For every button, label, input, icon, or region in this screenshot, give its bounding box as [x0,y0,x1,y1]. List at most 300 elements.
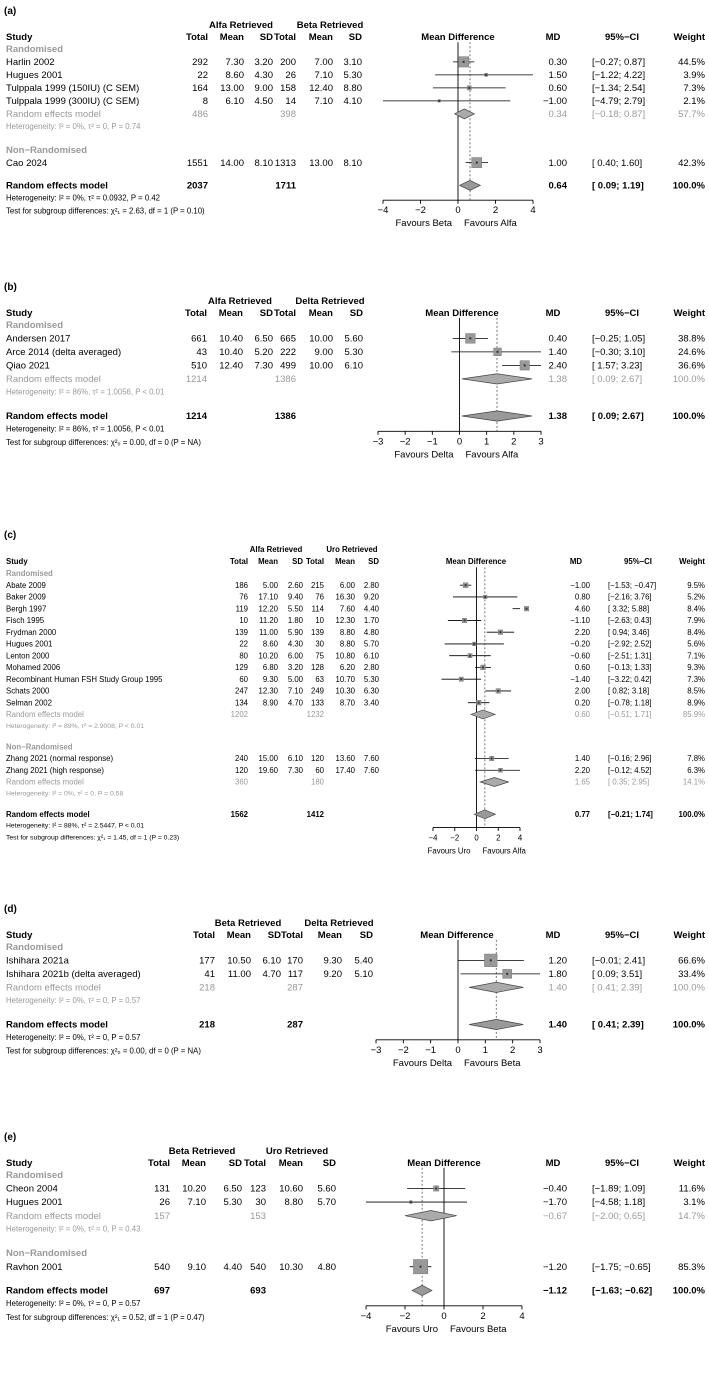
ci-value: [ 0.35; 2.95] [608,777,650,787]
study-name: Qiao 2021 [6,360,50,372]
cell-sd-2: 2.80 [363,580,379,590]
md-value: 1.20 [548,955,567,967]
cell-sd-2: 5.10 [354,969,373,980]
panel-label: (b) [4,282,17,293]
weight-value: 5.2% [687,592,705,602]
weight-value: 38.8% [678,333,705,345]
cell-total-2: 287 [287,982,303,994]
model-label: Random effects model [6,710,84,719]
md-value: −0.67 [542,1210,567,1222]
ci-column-header: 95%−CI [604,930,640,941]
cell-total-1: 80 [239,651,248,661]
cell-total-1: 129 [234,663,248,672]
cell-mean-1: 10.20 [182,1183,206,1195]
cell-total-1: 661 [191,333,207,345]
md-value: −1.00 [570,580,590,590]
cell-total-1: 540 [154,1261,170,1273]
cell-sd-2: 5.60 [344,333,363,345]
study-column-header: Study [6,557,28,566]
x-axis-tick-label: 2 [492,205,499,217]
study-name: Cheon 2004 [6,1183,58,1195]
x-axis-tick-label: 2 [496,833,501,843]
sub-header-sd2: SD [322,1158,336,1169]
x-axis-tick-label: 4 [517,833,523,843]
cell-mean-1: 10.40 [219,347,243,358]
ci-value: [−2.51; 1.31] [608,651,652,661]
cell-total-1: 164 [192,83,208,94]
md-value: 1.40 [574,754,590,764]
cell-sd-1: 6.50 [254,333,273,345]
overall-effect-diamond [474,810,495,819]
overall-note: Heterogeneity: I² = 0%, τ² = 0.0932, P = 0.42 [6,193,160,203]
x-axis-tick-label: −3 [370,1044,382,1056]
study-column-header: Study [6,1158,33,1169]
cell-total-1: 218 [199,982,215,994]
favours-right-label: Favours Alfa [465,449,519,461]
cell-total-1: 2037 [186,180,208,192]
study-column-header: Study [6,930,33,941]
cell-sd-2: 4.10 [343,96,362,107]
overall-note: Test for subgroup differences: χ²₁ = 0.52, df = 1 (P = 0.47) [6,1312,205,1322]
ci-value: [ 0.40; 1.60] [592,157,643,169]
md-value: 2.00 [574,686,590,696]
ci-column-header: 95%−CI [604,308,640,319]
cell-total-2: 499 [280,360,296,372]
cell-mean-2: 13.60 [335,754,355,764]
weight-value: 57.7% [678,109,705,120]
cell-sd-1: 4.30 [287,639,303,649]
sub-header-m2: Mean [335,557,355,566]
cell-total-2: 60 [315,765,324,775]
overall-effect-diamond [462,411,532,421]
cell-mean-1: 14.00 [220,157,244,169]
group1-header: Alfa Retrieved [209,20,273,31]
weight-value: 100.0% [672,411,705,423]
overall-effect-diamond [469,1019,523,1029]
cell-mean-1: 11.00 [227,969,251,980]
cell-total-2: 133 [310,698,324,708]
md-value: −1.10 [570,616,590,625]
cell-sd-2: 6.30 [363,686,379,696]
cell-sd-1: 5.50 [287,604,303,614]
study-name: Selman 2002 [6,698,52,708]
weight-value: 24.6% [678,347,705,358]
subgroup-label: Non−Randomised [6,742,73,752]
subgroup-label: Non−Randomised [6,1248,88,1260]
study-effect-point [420,1266,422,1268]
cell-total-1: 1214 [185,374,207,385]
sub-header-m1: Mean [219,32,244,43]
ci-value: [−0.30; 3.10] [592,347,646,358]
cell-total-2: 180 [310,777,324,787]
cell-sd-1: 6.00 [287,651,303,661]
ci-column-header: 95%−CI [624,557,652,566]
cell-total-1: 218 [199,1019,215,1031]
favours-right-label: Favours Beta [450,1323,507,1335]
subgroup-effect-diamond [469,982,523,992]
md-value: 1.40 [548,347,567,358]
cell-total-2: 1232 [306,710,324,719]
cell-mean-2: 6.20 [339,663,355,672]
ci-value: [−0.78; 1.18] [608,698,652,708]
cell-sd-1: 7.10 [287,686,303,696]
ci-value: [ 0.09; 2.67] [592,374,643,385]
cell-total-1: 8 [202,96,208,107]
sub-header-n1: Total [186,32,208,43]
cell-mean-2: 13.00 [309,157,333,169]
panel-label: (a) [4,6,17,17]
cell-mean-1: 9.30 [262,674,278,684]
study-effect-point [469,337,471,339]
favours-left-label: Favours Delta [394,449,454,461]
cell-mean-1: 8.60 [225,70,244,81]
cell-mean-1: 7.30 [225,57,244,68]
cell-mean-2: 6.00 [339,580,355,590]
cell-mean-1: 11.00 [259,627,278,637]
cell-sd-2: 5.60 [317,1183,336,1195]
x-axis-tick-label: −2 [415,205,426,217]
cell-total-1: 1562 [230,809,248,819]
sub-header-sd2: SD [368,557,379,566]
md-value: 0.77 [574,809,590,819]
md-column-header: MD [545,308,561,319]
weight-value: 100.0% [672,1285,705,1297]
favours-right-label: Favours Alfa [464,218,517,230]
group2-header: Uro Retrieved [326,545,378,554]
weight-value: 3.9% [683,70,705,81]
favours-right-label: Favours Alfa [482,846,526,856]
weight-value: 100.0% [678,809,705,819]
cell-sd-1: 9.40 [287,592,303,602]
weight-column-header: Weight [673,32,705,43]
cell-mean-2: 7.10 [314,70,333,81]
weight-value: 9.3% [687,663,705,672]
md-value: −0.40 [542,1183,567,1195]
model-label: Random effects model [6,982,101,994]
weight-value: 5.6% [687,639,705,649]
study-name: Recombinant Human FSH Study Group 1995 [6,674,163,684]
cell-total-2: 26 [285,70,296,81]
favours-left-label: Favours Beta [395,218,452,230]
cell-mean-1: 9.10 [187,1261,206,1273]
ci-value: [ 0.41; 2.39] [592,982,643,994]
group1-header: Beta Retrieved [168,1146,236,1157]
cell-sd-1: 5.20 [254,347,273,358]
model-label: Random effects model [6,809,90,819]
cell-total-2: 120 [310,754,324,764]
study-effect-point [524,364,526,366]
x-axis-tick-label: −1 [425,1044,437,1056]
study-effect-point [491,757,493,759]
weight-value: 100.0% [672,374,705,385]
cell-total-1: 131 [154,1183,170,1195]
group1-header: Beta Retrieved [214,918,282,929]
x-axis-tick-label: −2 [397,1044,409,1056]
model-label: Random effects model [6,374,101,385]
cell-sd-2: 5.30 [363,674,379,684]
x-axis-tick-label: 2 [480,1310,486,1322]
cell-mean-1: 8.90 [262,698,278,708]
cell-total-1: 76 [239,592,248,602]
ci-value: [−1.63; −0.62] [592,1285,653,1297]
x-axis-tick-label: 0 [455,1044,461,1056]
md-value: 1.40 [548,1019,567,1031]
md-value: 0.80 [574,592,590,602]
cell-mean-1: 10.20 [258,651,278,661]
study-effect-point [526,608,528,610]
cell-mean-2: 10.00 [309,333,333,345]
overall-note: Heterogeneity: I² = 0%, τ² = 0, P = 0.57 [6,1033,141,1043]
cell-sd-1: 6.10 [262,955,281,967]
cell-sd-1: 3.20 [287,663,303,672]
model-label: Random effects model [6,411,108,423]
study-effect-point [469,655,471,657]
cell-total-1: 26 [159,1197,170,1209]
md-value: −1.00 [542,96,567,107]
plot-title: Mean Difference [407,1158,481,1169]
cell-mean-2: 17.40 [335,765,355,775]
study-name: Zhang 2021 (normal response) [6,754,114,764]
model-label: Random effects model [6,109,101,120]
cell-sd-2: 6.10 [344,360,363,372]
ci-column-header: 95%−CI [604,32,640,43]
study-effect-point [468,87,470,89]
study-name: Ravhon 2001 [6,1261,63,1273]
md-value: 0.64 [548,180,567,192]
cell-sd-1: 6.10 [287,754,303,764]
cell-sd-1: 4.40 [223,1261,242,1273]
study-name: Ishihara 2021a [6,955,69,967]
x-axis-tick-label: 2 [511,436,517,448]
x-axis-tick-label: 1 [484,436,490,448]
study-effect-point [497,351,499,353]
study-effect-point [484,596,486,598]
cell-total-1: 177 [199,955,215,967]
md-value: 2.20 [574,765,590,775]
cell-sd-2: 8.10 [343,157,362,169]
cell-total-2: 200 [280,57,296,68]
cell-mean-1: 11.20 [259,616,278,625]
weight-value: 7.1% [687,651,705,661]
sub-header-n2: Total [274,32,296,43]
ci-value: [−0.25; 1.05] [592,333,646,345]
cell-total-2: 215 [310,580,324,590]
cell-sd-1: 7.30 [254,360,273,372]
cell-total-2: 76 [315,592,324,602]
model-label: Random effects model [6,777,84,787]
md-value: 1.80 [548,969,567,980]
heterogeneity-text: Heterogeneity: I² = 0%, τ² = 0, P = 0.43 [6,1224,141,1234]
x-axis-tick-label: −4 [360,1310,372,1322]
subgroup-effect-diamond [471,710,495,719]
cell-total-1: 43 [196,347,207,358]
weight-value: 100.0% [672,1019,705,1031]
x-axis-tick-label: −3 [372,436,384,448]
sub-header-sd1: SD [259,32,273,43]
x-axis-tick-label: −2 [450,833,460,843]
cell-mean-2: 10.80 [335,651,355,661]
overall-effect-diamond [412,1285,432,1295]
cell-total-2: 10 [315,616,324,625]
md-value: 0.20 [574,698,590,708]
cell-total-2: 14 [285,96,296,107]
cell-mean-2: 8.80 [339,627,355,637]
cell-mean-1: 13.00 [220,83,244,94]
cell-total-2: 170 [287,955,303,967]
cell-mean-1: 12.40 [219,360,243,372]
cell-sd-2: 7.60 [363,754,379,764]
forest-panel-a [4,6,706,229]
cell-sd-1: 3.20 [254,57,273,68]
ci-value: [−2.92; 2.52] [608,639,652,649]
x-axis-tick-label: 3 [538,436,544,448]
weight-value: 100.0% [672,180,705,192]
md-value: −0.60 [570,651,590,661]
ci-value: [ 1.57; 3.23] [592,360,643,372]
ci-value: [−4.79; 2.79] [592,96,646,107]
cell-mean-1: 15.00 [258,754,278,764]
cell-mean-1: 17.10 [258,592,278,602]
md-value: −1.40 [570,674,590,684]
ci-value: [−0.18; 0.87] [592,109,646,120]
md-value: 1.40 [548,982,567,994]
study-name: Ishihara 2021b (delta averaged) [6,969,141,980]
cell-total-1: 157 [154,1210,170,1222]
cell-total-2: 1313 [274,157,296,169]
weight-value: 8.9% [687,698,705,708]
study-effect-point [435,1187,437,1189]
x-axis-tick-label: −1 [426,436,438,448]
sub-header-n1: Total [148,1158,170,1169]
group2-header: Uro Retrieved [265,1146,329,1157]
cell-total-1: 292 [192,57,208,68]
weight-value: 8.4% [687,604,705,614]
ci-value: [ 3.32; 5.88] [608,604,650,614]
ci-value: [−1.22; 4.22] [592,70,646,81]
subgroup-label: Non−Randomised [6,144,88,156]
weight-value: 8.4% [687,627,705,637]
cell-total-1: 60 [239,674,248,684]
weight-value: 14.1% [682,777,705,787]
weight-column-header: Weight [673,930,705,941]
cell-sd-2: 5.70 [317,1197,336,1209]
cell-total-1: 119 [235,604,248,614]
sub-header-m2: Mean [308,32,333,43]
sub-header-sd2: SD [348,32,362,43]
cell-mean-1: 12.30 [258,686,278,696]
study-effect-point [460,678,462,680]
cell-sd-1: 7.30 [287,765,303,775]
cell-total-1: 134 [234,698,248,708]
cell-mean-2: 10.30 [279,1261,303,1273]
cell-sd-1: 4.50 [254,96,273,107]
study-name: Zhang 2021 (high response) [6,765,104,775]
cell-sd-1: 4.70 [287,698,303,708]
study-name: Schats 2000 [6,686,50,696]
overall-note: Test for subgroup differences: χ²₁ = 2.63, df = 1 (P = 0.10) [6,206,205,216]
study-name: Mohamed 2006 [6,663,61,672]
md-value: −0.20 [570,639,590,649]
weight-value: 3.1% [683,1197,705,1209]
md-value: 1.00 [548,157,567,169]
md-value: 0.40 [548,333,567,345]
cell-total-2: 123 [250,1183,266,1195]
cell-total-2: 222 [280,347,296,358]
cell-total-2: 30 [255,1197,266,1209]
cell-total-2: 117 [287,969,303,980]
md-column-header: MD [545,930,561,941]
study-name: Baker 2009 [6,592,46,602]
md-column-header: MD [569,557,583,566]
cell-total-2: 540 [250,1261,266,1273]
cell-total-2: 114 [311,604,324,614]
cell-mean-1: 6.10 [225,96,244,107]
study-name: Fisch 1995 [6,616,45,625]
study-column-header: Study [6,32,33,43]
study-effect-point [506,973,508,975]
cell-mean-1: 12.20 [258,604,278,614]
subgroup-effect-diamond [462,374,532,384]
cell-total-2: 1386 [274,411,296,423]
md-value: 2.20 [574,627,590,637]
ci-value: [ 0.41; 2.39] [592,1019,644,1031]
model-label: Random effects model [6,1285,108,1297]
cell-total-1: 486 [192,109,208,120]
sub-header-m1: Mean [218,308,243,319]
md-value: 0.30 [548,57,567,68]
study-effect-point [473,643,475,645]
cell-total-1: 697 [154,1285,170,1297]
sub-header-n1: Total [193,930,215,941]
plot-title: Mean Difference [420,930,494,941]
heterogeneity-text: Heterogeneity: I² = 89%, τ² = 2.9008, P < 0.01 [6,722,145,730]
cell-total-2: 75 [315,651,324,661]
study-effect-point [485,74,487,76]
ci-value: [−0.51; 1.71] [608,710,652,719]
cell-total-1: 22 [239,639,248,649]
md-column-header: MD [545,1158,561,1169]
sub-header-m1: Mean [226,930,251,941]
cell-sd-2: 6.10 [363,651,379,661]
weight-value: 14.7% [678,1210,705,1222]
study-effect-point [438,100,440,102]
cell-sd-1: 5.30 [223,1197,242,1209]
cell-sd-1: 5.90 [287,627,303,637]
weight-value: 85.9% [682,710,705,719]
heterogeneity-text: Heterogeneity: I² = 86%, τ² = 1.0056, P < 0.01 [6,387,165,397]
md-value: −1.12 [542,1285,567,1297]
forest-panel-d [4,904,706,1069]
ci-value: [−0.27; 0.87] [592,57,646,68]
ci-value: [ 0.09; 2.67] [592,411,644,423]
md-value: 1.50 [548,70,567,81]
study-effect-point [490,959,492,961]
cell-mean-1: 10.50 [227,955,251,967]
cell-mean-2: 8.80 [339,639,355,649]
ci-value: [−1.75; −0.65] [592,1261,651,1273]
sub-header-sd1: SD [292,557,303,566]
cell-sd-2: 9.20 [363,592,379,602]
cell-mean-1: 6.80 [262,663,278,672]
study-name: Harlin 2002 [6,57,55,68]
cell-total-2: 63 [315,674,324,684]
cell-total-1: 186 [234,580,248,590]
weight-value: 9.5% [687,580,705,590]
x-axis-tick-label: 4 [530,205,536,217]
md-value: 0.34 [548,109,567,120]
cell-mean-2: 12.30 [335,616,355,625]
cell-total-2: 1412 [306,809,324,819]
